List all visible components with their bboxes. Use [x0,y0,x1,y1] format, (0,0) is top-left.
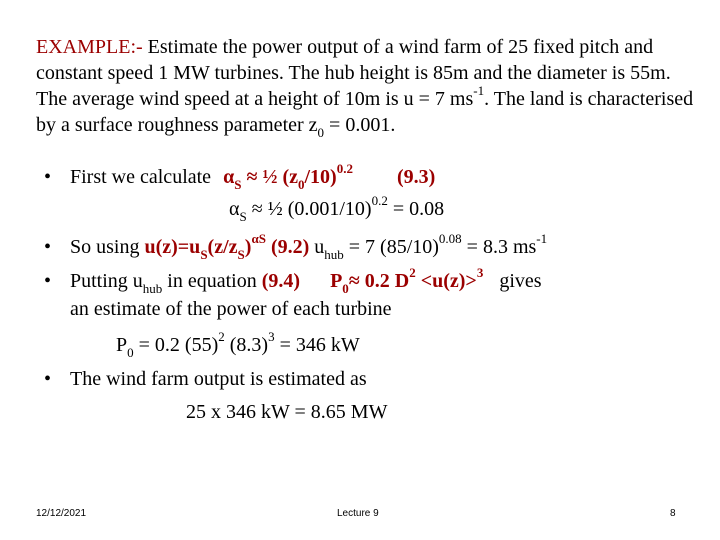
power-law-formula [144,231,266,263]
uhub-result: = 8.3 ms [461,236,537,258]
p0-symbol: P [330,270,343,292]
eqn-9-3: (9.3) [396,166,436,188]
p0-sub: 0 [342,281,349,297]
footer-date: 12/12/2021 [36,508,87,519]
bullet-marker-4: • [44,368,52,390]
uhub-result-sup: -1 [536,231,548,247]
calc2-text-b: (8.3) [224,334,269,356]
bullet-marker-2: • [44,236,52,258]
bullet-1-lead: First we calculate [70,166,212,188]
formula-a: u(z)=u [144,236,201,258]
calc2-sup-b: 3 [268,329,275,345]
bullet-4: The wind farm output is estimated as [70,368,367,390]
alpha-calculation [229,193,445,225]
bullet-3-lead-sub: hub [142,281,163,297]
power-formula-a: ≈ 0.2 D [348,270,410,292]
alpha-formula [223,161,353,193]
calc2-text-a: = 0.2 (55) [133,334,219,356]
calc1-text: ≈ ½ (0.001/10) [246,198,372,220]
farm-output-calculation: 25 x 346 kW = 8.65 MW [186,401,388,423]
bullet-3 [70,265,542,297]
formula-sup: αS [251,231,266,247]
formula-sub: S [200,247,208,263]
uhub-calc: = 7 (85/10) [343,236,439,258]
calc1-alpha: α [229,198,240,220]
example-text-b: . The land is characterised by a surface roughness parameter z [36,88,694,136]
bullet-3-tail: gives [499,270,542,292]
uhub-symbol: u [309,236,325,258]
example-paragraph [36,34,706,141]
formula-b: (z/z [207,236,238,258]
uhub-exp: 0.08 [438,231,462,247]
calc2-p-sub: 0 [127,345,134,361]
example-label: EXAMPLE:- [36,36,143,58]
alpha-approx: ≈ ½ (z [241,166,298,188]
bullet-3-lead: Putting u [70,270,143,292]
example-text-a: Estimate the power output of a wind farm of 25 fixed pitch and constant speed 1 MW turbines. The hub height is 85m and the diameter is 55m. The average wind speed at a height of 10m is u = 7 ms [36,36,671,110]
eqn-9-4: (9.4) [261,270,301,292]
footer-lecture: Lecture 9 [337,508,379,519]
bullet-marker-3: • [44,270,52,292]
z0-sub: 0 [297,177,305,193]
bullet-2 [70,231,548,263]
calc2-p: P [116,334,128,356]
calc1-result: = 0.08 [387,198,445,220]
formula-c: ) [244,236,252,258]
example-sub-b: 0 [317,125,325,141]
alpha-exp: 0.2 [336,161,353,177]
formula-sub2: S [237,247,245,263]
example-sup-a: -1 [473,83,485,99]
example-text-c: = 0.001. [324,114,396,136]
calc1-alpha-sub: S [239,209,247,225]
power-formula-sup2: 3 [476,265,484,281]
bullet-marker-1: • [44,166,52,188]
bullet-3-lead-b: in equation [162,270,262,292]
bullet-2-lead: So using [70,236,145,258]
alpha-symbol: α [223,166,235,188]
alpha-sub: S [234,177,242,193]
uhub-sub: hub [324,247,344,263]
eqn-9-2: (9.2) [265,236,310,258]
power-formula [330,265,484,297]
power-formula-b: <u(z)> [415,270,477,292]
calc1-exp: 0.2 [371,193,388,209]
calc2-sup-a: 2 [218,329,225,345]
alpha-paren: /10) [304,166,337,188]
footer-page-number: 8 [670,508,676,519]
power-calculation [116,329,360,361]
bullet-1 [70,161,436,193]
bullet-3-line-2: an estimate of the power of each turbine [70,298,392,320]
calc2-text-c: = 346 kW [274,334,360,356]
power-formula-sup: 2 [409,265,416,281]
